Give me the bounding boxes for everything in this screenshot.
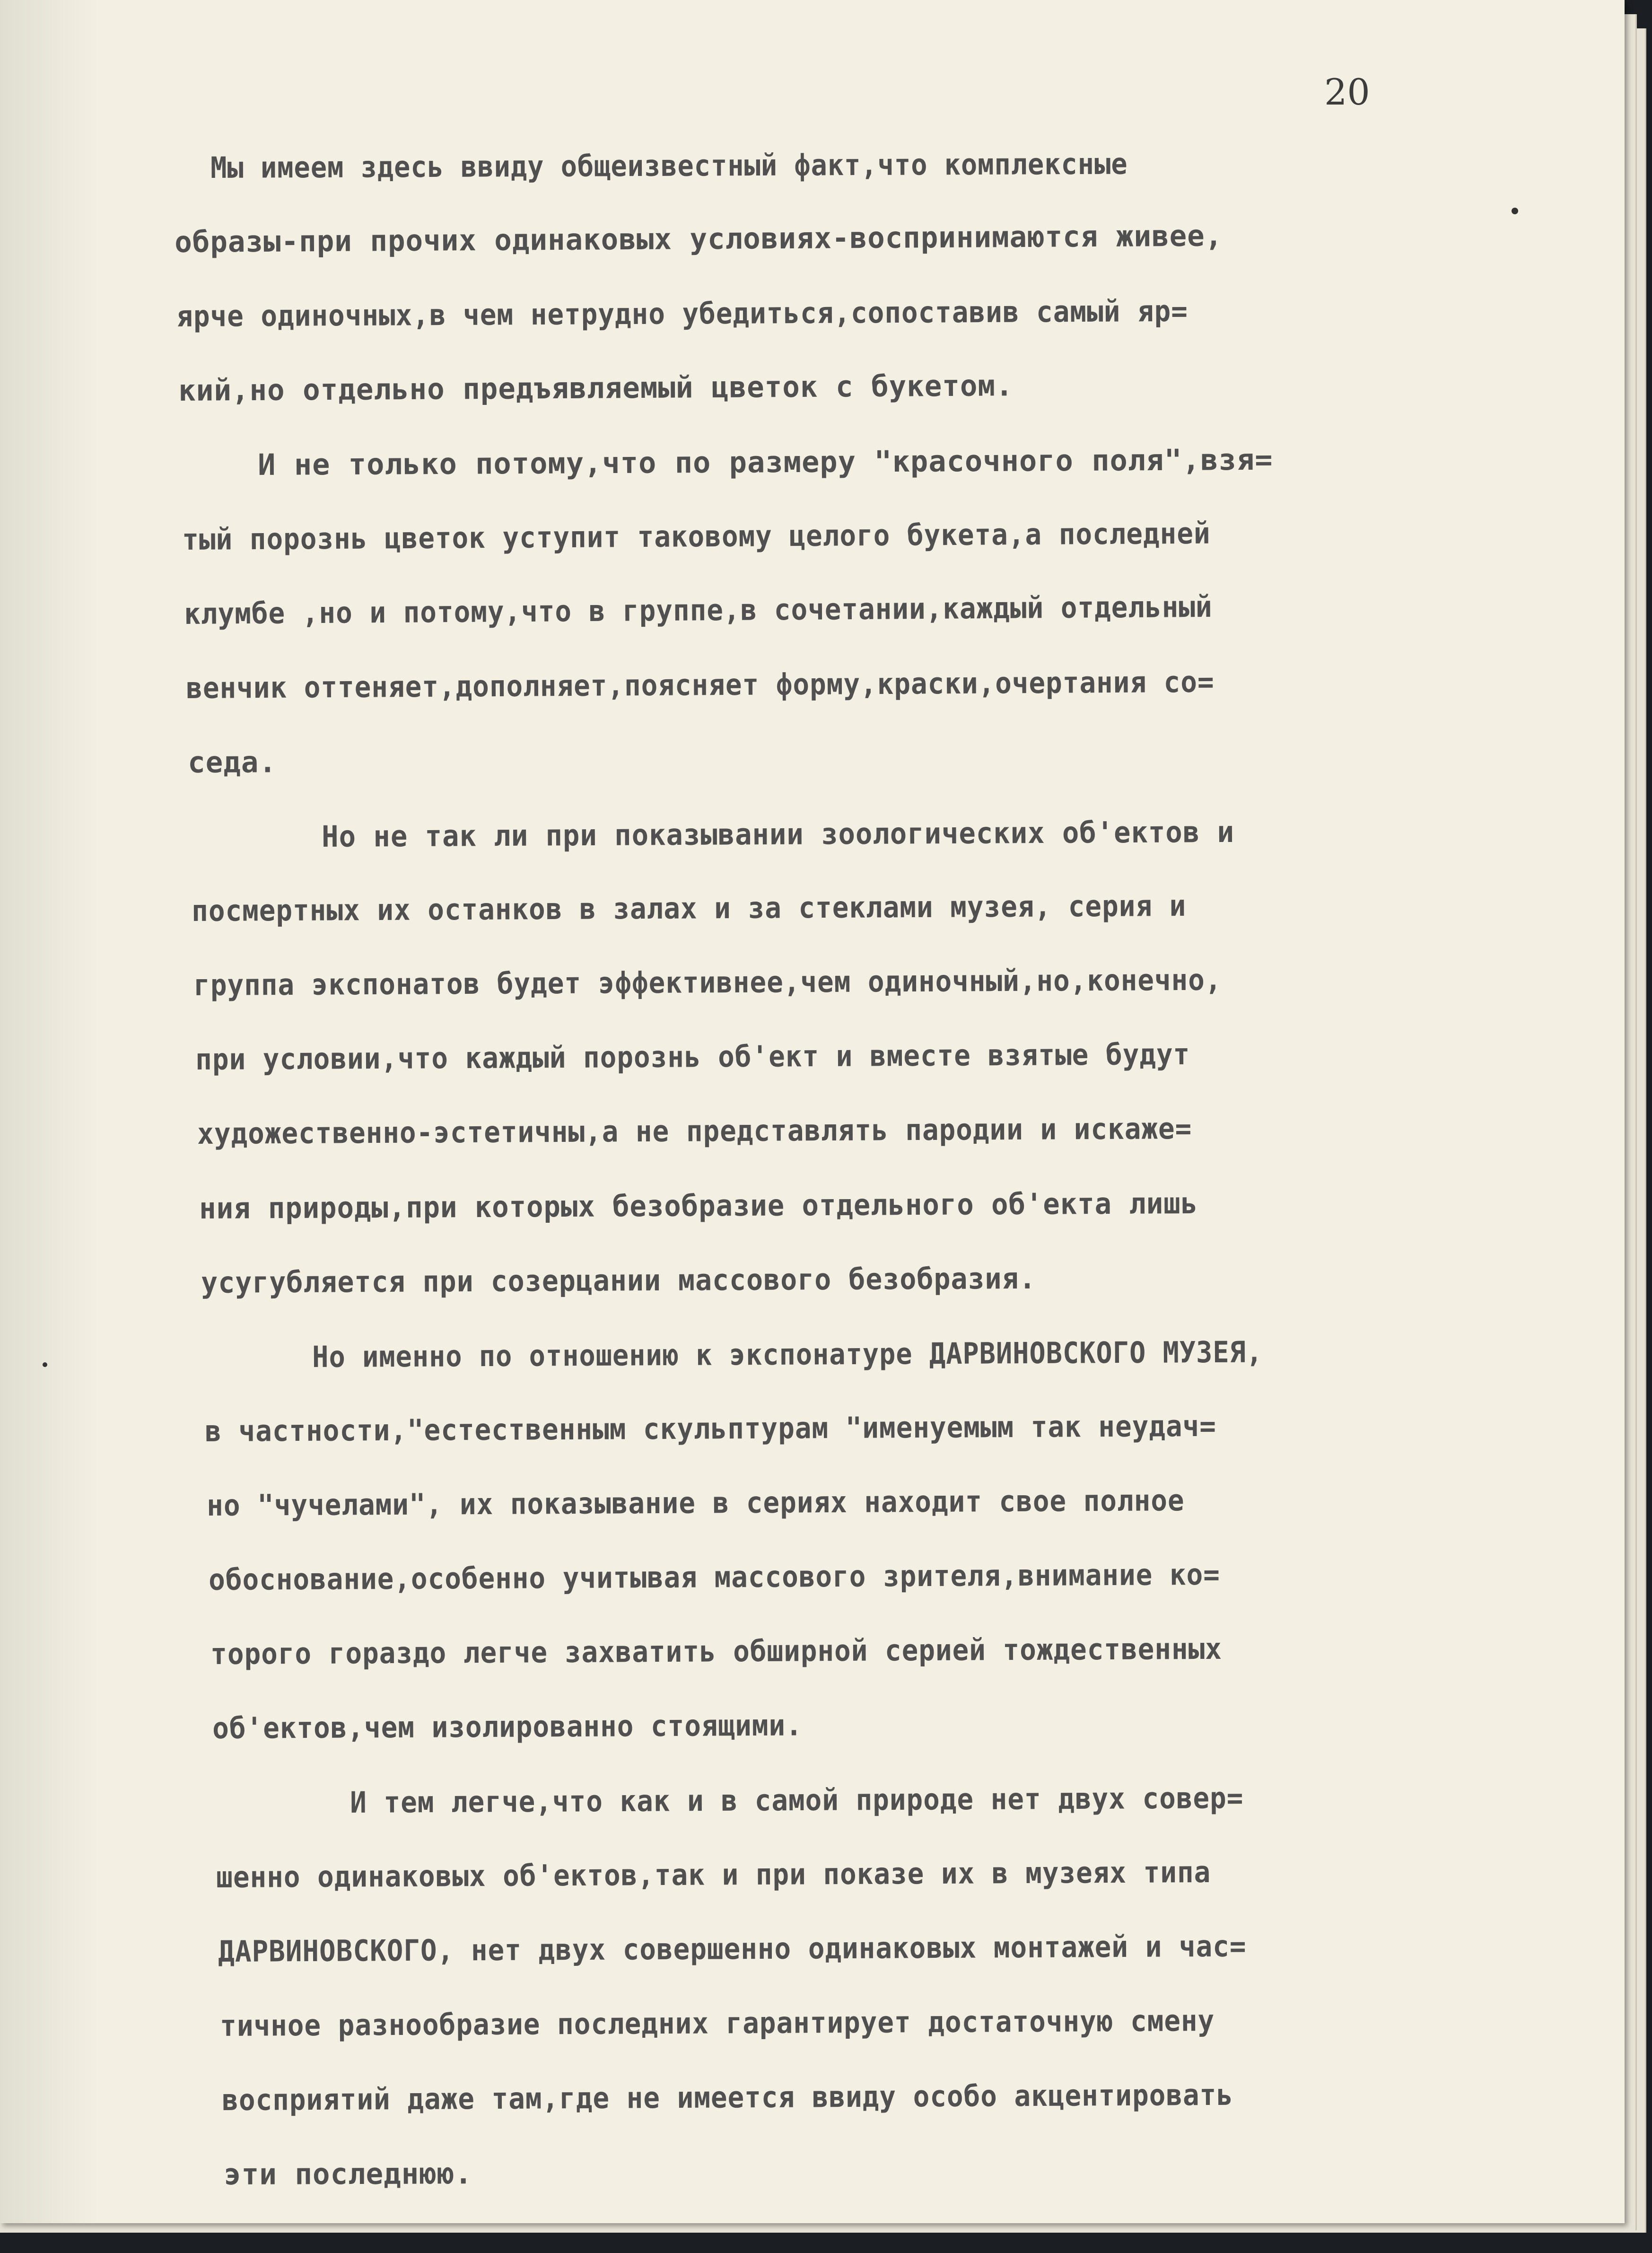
text-line: Но именно по отношению к экспонатуре ДАРВИНОВСКОГО МУЗЕЯ, (312, 1334, 1263, 1374)
ink-speck (1512, 208, 1518, 214)
text-line: при условии,что каждый порознь об'ект и вместе взятые будут (195, 1037, 1190, 1077)
ink-speck (43, 1362, 47, 1367)
text-line: в частности,"естественным скульптурам "именуемым так неудач= (205, 1408, 1217, 1448)
text-line: шенно одинаковых об'ектов,так и при показе их в музеях типа (216, 1854, 1211, 1894)
text-line: тичное разнообразие последних гарантирует достаточную смену (220, 2003, 1215, 2043)
text-line: венчик оттеняет,дополняет,поясняет форму,краски,очертания со= (186, 664, 1215, 705)
text-line: торого гораздо легче захватить обширной серией тождественных (210, 1631, 1223, 1672)
text-line: Но не так ли при показывании зоологических об'ектов и (322, 814, 1235, 854)
text-line: восприятий даже там,где не имеется ввиду особо акцентировать (222, 2077, 1234, 2117)
text-line: И не только потому,что по размеру "красочного поля",взя= (258, 442, 1273, 482)
text-line: клумбе ,но и потому,что в группе,в сочетании,каждый отдельный (184, 589, 1213, 631)
text-line: кий,но отдельно предъявляемый цветок с букетом. (178, 368, 1014, 408)
text-line: об'ектов,чем изолированно стоящими. (212, 1708, 803, 1746)
text-line: обоснование,особенно учитывая массового зрителя,внимание ко= (209, 1557, 1221, 1597)
text-line: эти последнюю. (224, 2156, 473, 2192)
text-line: ДАРВИНОВСКОГО, нет двух совершенно одинаковых монтажей и час= (218, 1929, 1247, 1969)
text-line: группа экспонатов будет эффективнее,чем одиночный,но,конечно, (193, 962, 1222, 1003)
text-line: ярче одиночных,в чем нетрудно убедиться,сопоставив самый яр= (176, 294, 1189, 334)
text-line: но "чучелами", их показывание в сериях находит свое полное (207, 1483, 1185, 1523)
text-line: ния природы,при которых безобразие отдельного об'екта лишь (199, 1185, 1198, 1226)
text-line: седа. (188, 745, 277, 780)
text-line: усугубляется при созерцании массового безобразия. (201, 1261, 1036, 1300)
text-line: посмертных их останков в залах и за стеклами музея, серия и (192, 888, 1187, 929)
text-line: тый порознь цветок уступит таковому целого букета,а последней (182, 516, 1211, 557)
page-number: 20 (1324, 71, 1370, 113)
text-line: Мы имеем здесь ввиду общеизвестный факт,что комплексные (210, 146, 1128, 185)
text-line: художественно-эстетичны,а не представлять пародии и искаже= (197, 1111, 1192, 1151)
text-line: образы-при прочих одинаковых условиях-воспринимаются живее, (175, 218, 1223, 260)
text-line: И тем легче,что как и в самой природе нет двух совер= (350, 1780, 1244, 1820)
